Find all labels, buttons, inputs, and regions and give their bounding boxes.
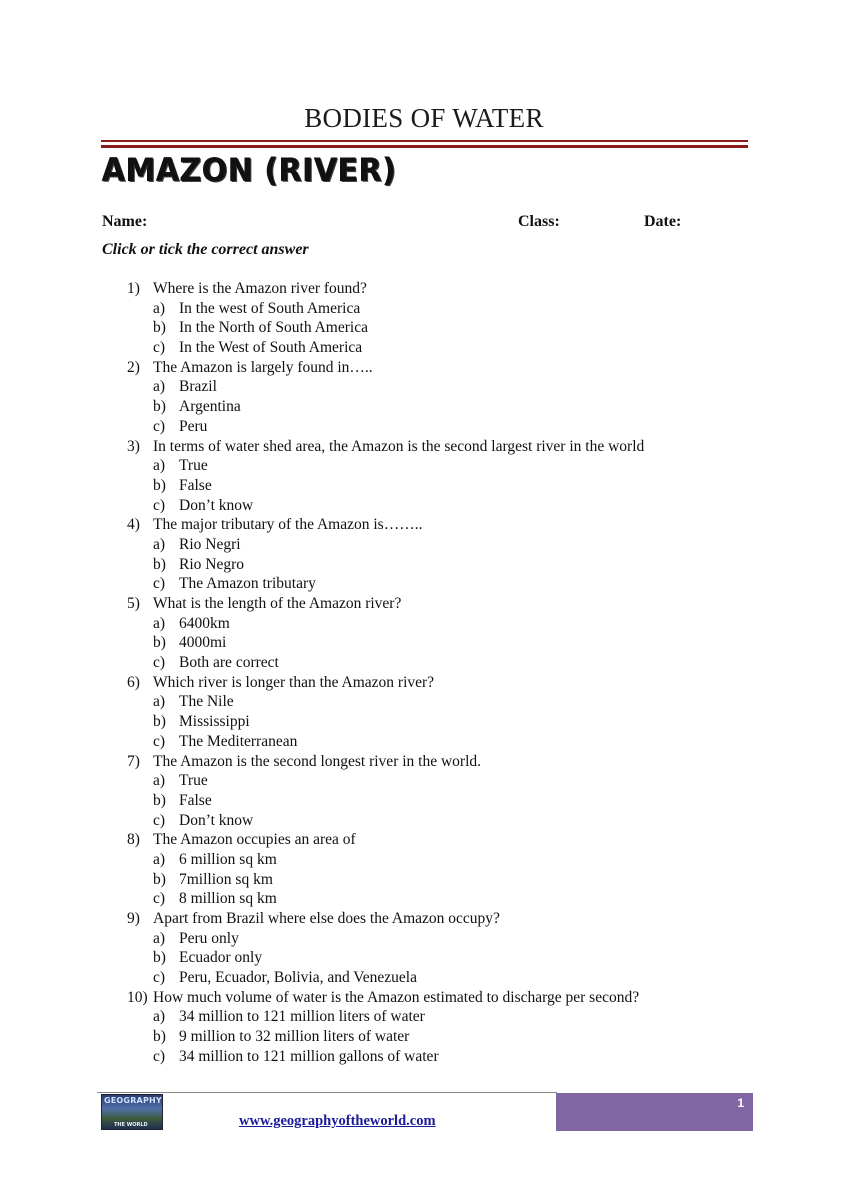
option-letter: b) <box>153 870 166 888</box>
question-row <box>127 515 767 535</box>
option-text: The Mediterranean <box>179 732 298 750</box>
question-row <box>127 909 767 929</box>
option-letter: a) <box>153 535 166 553</box>
option-text: Don’t know <box>179 811 254 829</box>
option-letter: a) <box>153 850 166 868</box>
question-text: The Amazon is largely found in….. <box>153 358 373 376</box>
option-text: The Amazon tributary <box>179 575 316 593</box>
question-item <box>127 437 767 516</box>
option-letter: c) <box>153 1047 166 1065</box>
option-text: Don’t know <box>179 496 254 514</box>
option-text: Peru only <box>179 929 239 947</box>
date-label: Date: <box>644 213 682 230</box>
option-text: Rio Negri <box>179 535 241 553</box>
answer-option[interactable] <box>127 692 767 712</box>
answer-option[interactable] <box>127 338 767 358</box>
question-item <box>127 279 767 358</box>
answer-option[interactable] <box>127 555 767 575</box>
answer-option[interactable] <box>127 1027 767 1047</box>
question-text: The major tributary of the Amazon is…….. <box>153 516 423 534</box>
header-rule-thin <box>101 140 748 142</box>
question-row <box>127 673 767 693</box>
instruction-text: Click or tick the correct answer <box>102 241 309 258</box>
option-text: True <box>179 772 208 790</box>
option-text: Mississippi <box>179 713 250 731</box>
question-item <box>127 909 767 988</box>
option-text: 9 million to 32 million liters of water <box>179 1028 410 1046</box>
option-text: False <box>179 476 212 494</box>
question-item <box>127 594 767 673</box>
option-letter: b) <box>153 398 166 416</box>
answer-option[interactable] <box>127 574 767 594</box>
question-text: Apart from Brazil where else does the Amazon occupy? <box>153 910 500 927</box>
answer-option[interactable] <box>127 771 767 791</box>
option-text: Ecuador only <box>179 949 263 967</box>
option-letter: c) <box>153 732 166 750</box>
question-row <box>127 752 767 772</box>
option-text: Brazil <box>179 378 217 396</box>
option-letter: c) <box>153 654 166 672</box>
option-letter: a) <box>153 378 166 396</box>
question-number: 9) <box>127 910 140 927</box>
option-letter: b) <box>153 476 166 494</box>
option-text: False <box>179 791 212 809</box>
question-row <box>127 988 767 1008</box>
question-row <box>127 279 767 299</box>
option-letter: b) <box>153 949 166 967</box>
logo-top-text: GEOGRAPHY <box>104 1096 162 1105</box>
question-text: The Amazon occupies an area of <box>153 831 356 849</box>
option-text: Peru <box>179 417 208 435</box>
question-number: 5) <box>127 595 140 612</box>
question-text: The Amazon is the second longest river in the world. <box>153 752 482 770</box>
answer-option[interactable] <box>127 456 767 476</box>
option-letter: c) <box>153 575 166 593</box>
question-number: 1) <box>127 280 140 297</box>
answer-option[interactable] <box>127 653 767 673</box>
geography-logo <box>101 1094 163 1130</box>
answer-option[interactable] <box>127 712 767 732</box>
answer-option[interactable] <box>127 476 767 496</box>
answer-option[interactable] <box>127 1047 767 1067</box>
option-text: 34 million to 121 million liters of water <box>179 1008 425 1026</box>
question-number: 2) <box>127 358 140 376</box>
option-text: 4000mi <box>179 634 227 652</box>
question-item <box>127 830 767 909</box>
answer-option[interactable] <box>127 496 767 516</box>
option-text: 8 million sq km <box>179 890 277 908</box>
option-text: 34 million to 121 million gallons of water <box>179 1047 439 1065</box>
option-text: Rio Negro <box>179 555 245 573</box>
question-row <box>127 830 767 850</box>
option-letter: a) <box>153 929 166 947</box>
website-link[interactable]: www.geographyoftheworld.com <box>239 1113 436 1129</box>
question-item <box>127 752 767 831</box>
option-letter: a) <box>153 457 166 475</box>
option-text: Both are correct <box>179 654 279 672</box>
question-text: Where is the Amazon river found? <box>153 280 367 297</box>
answer-option[interactable] <box>127 377 767 397</box>
option-letter: c) <box>153 339 166 357</box>
answer-option[interactable] <box>127 614 767 634</box>
question-number: 8) <box>127 831 140 849</box>
option-letter: b) <box>153 1028 166 1046</box>
header-title: BODIES OF WATER <box>304 103 544 133</box>
option-text: In the west of South America <box>179 299 361 317</box>
footer-rule <box>97 1092 557 1093</box>
question-row <box>127 358 767 378</box>
option-letter: b) <box>153 555 166 573</box>
question-item <box>127 515 767 594</box>
option-text: True <box>179 457 208 475</box>
page-number: 1 <box>737 1096 744 1110</box>
option-letter: a) <box>153 614 166 632</box>
answer-option[interactable] <box>127 811 767 831</box>
option-text: 7million sq km <box>179 870 273 888</box>
answer-option[interactable] <box>127 850 767 870</box>
answer-option[interactable] <box>127 732 767 752</box>
question-list <box>127 279 767 1067</box>
option-text: The Nile <box>179 693 234 711</box>
page-number-box <box>556 1093 753 1131</box>
answer-option[interactable] <box>127 318 767 338</box>
answer-option[interactable] <box>127 889 767 909</box>
answer-option[interactable] <box>127 929 767 949</box>
option-letter: c) <box>153 496 166 514</box>
option-letter: c) <box>153 417 166 435</box>
option-letter: a) <box>153 299 166 317</box>
option-letter: c) <box>153 890 166 908</box>
option-letter: a) <box>153 772 166 790</box>
question-item <box>127 673 767 752</box>
class-label: Class: <box>518 213 560 230</box>
header-rule-thick <box>101 145 748 148</box>
option-letter: b) <box>153 319 166 337</box>
answer-option[interactable] <box>127 870 767 890</box>
option-letter: c) <box>153 811 166 829</box>
question-item <box>127 358 767 437</box>
option-text: Argentina <box>179 398 241 416</box>
answer-option[interactable] <box>127 299 767 319</box>
question-number: 3) <box>127 437 140 455</box>
question-number: 4) <box>127 516 140 534</box>
option-letter: a) <box>153 1008 166 1026</box>
logo-bottom-text: THE WORLD <box>114 1122 148 1128</box>
page-title: AMAZON (RIVER) <box>102 152 397 190</box>
answer-option[interactable] <box>127 968 767 988</box>
option-letter: c) <box>153 969 166 987</box>
option-text: 6400km <box>179 614 230 632</box>
option-text: Peru, Ecuador, Bolivia, and Venezuela <box>179 969 417 987</box>
option-text: In the North of South America <box>179 319 368 337</box>
option-letter: b) <box>153 713 166 731</box>
question-row <box>127 594 767 614</box>
answer-option[interactable] <box>127 791 767 811</box>
option-text: In the West of South America <box>179 339 363 357</box>
answer-option[interactable] <box>127 633 767 653</box>
question-text: Which river is longer than the Amazon river? <box>153 673 435 691</box>
option-letter: b) <box>153 791 166 809</box>
option-text: 6 million sq km <box>179 850 277 868</box>
question-text: What is the length of the Amazon river? <box>153 595 402 612</box>
question-text: In terms of water shed area, the Amazon is the second largest river in the world <box>153 437 645 455</box>
question-number: 6) <box>127 673 140 691</box>
question-number: 7) <box>127 752 140 770</box>
answer-option[interactable] <box>127 535 767 555</box>
answer-option[interactable] <box>127 417 767 437</box>
name-label: Name: <box>102 213 148 230</box>
answer-option[interactable] <box>127 397 767 417</box>
question-item <box>127 988 767 1067</box>
question-number: 10) <box>127 988 148 1006</box>
question-row <box>127 437 767 457</box>
answer-option[interactable] <box>127 948 767 968</box>
option-letter: b) <box>153 634 166 652</box>
option-letter: a) <box>153 693 166 711</box>
answer-option[interactable] <box>127 1007 767 1027</box>
question-text: How much volume of water is the Amazon estimated to discharge per second? <box>153 988 640 1006</box>
